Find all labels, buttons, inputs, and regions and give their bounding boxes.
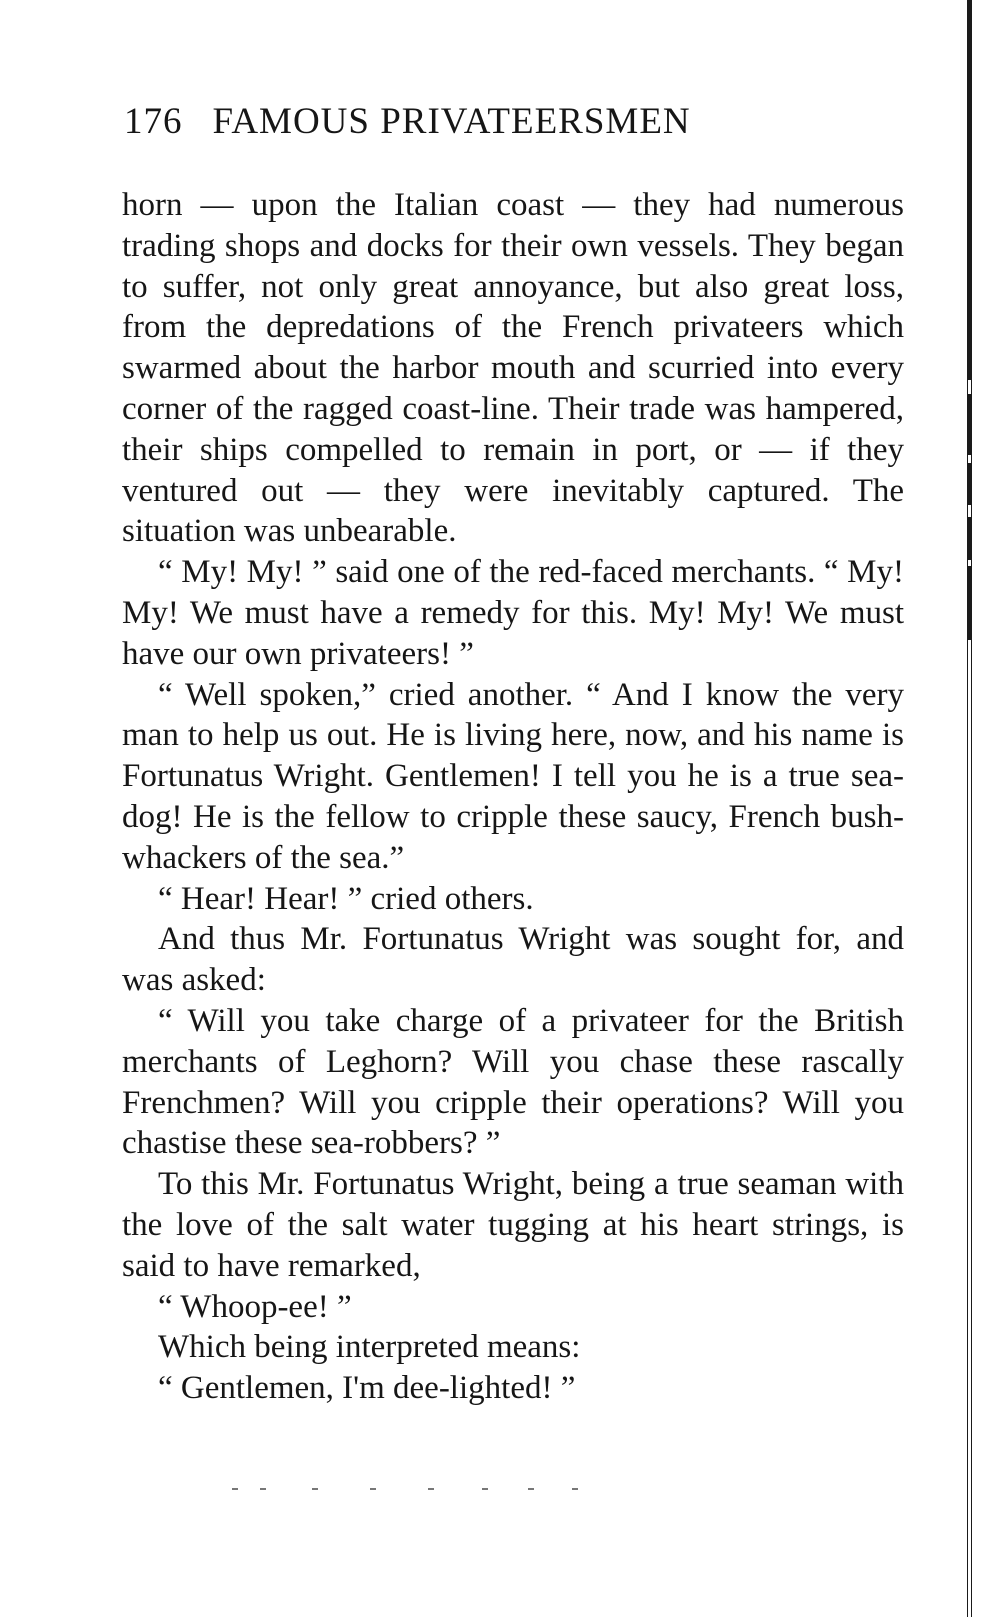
running-header (124, 98, 904, 146)
body-text (122, 185, 904, 1409)
page-edge-gap (968, 560, 971, 566)
page-edge-gap (968, 505, 971, 517)
paragraph-merchant-quote: “ My! My! ” said one of the red-faced merchants. “ My! My! We must have a remedy for this. My! My! We must have our own privateers! ” (122, 554, 904, 672)
page-number: 176 (124, 101, 183, 142)
paragraph-hear-hear: “ Hear! Hear! ” cried others. (158, 880, 534, 917)
paragraph-sought-for: And thus Mr. Fortunatus Wright was sought for, and was asked: (122, 921, 904, 999)
print-smudge (232, 1488, 592, 1492)
paragraph-remark: To this Mr. Fortunatus Wright, being a true seaman with the love of the salt water tugging at his heart strings, is said to have remarked, (122, 1166, 904, 1284)
paragraph-continuation: horn — upon the Italian coast — they had numerous trading shops and docks for their own vessels. They began to suffer, not only great annoyance, but also great loss, from the depredations of the French privateers which swarmed about the harbor mouth and scurried into every corner of the ragged coast-line. Their trade was hampered, their ships compelled to remain in port, or — if they ventured out — they were inevitably captured. The situation was unbearable. (122, 187, 904, 550)
paragraph-questions: “ Will you take charge of a privateer for the British merchants of Leghorn? Will you chase these rascally Frenchmen? Will you cripple their operations? Will you chastise these sea-robbers? ” (122, 1002, 904, 1162)
paragraph-interpreted: Which being interpreted means: (158, 1329, 581, 1366)
paragraph-whoop-ee: “ Whoop-ee! ” (158, 1288, 352, 1325)
page-edge-gap (968, 380, 971, 394)
page-edge-gap (968, 640, 971, 1617)
page-edge-gap (968, 455, 971, 463)
paragraph-well-spoken: “ Well spoken,” cried another. “ And I know the very man to help us out. He is living here, now, and his name is Fortunatus Wright. Gentlemen! I tell you he is a true sea-dog! He is the fellow to cripple these saucy, French bush-whackers of the sea.” (122, 676, 904, 876)
running-title: FAMOUS PRIVATEERSMEN (212, 101, 691, 142)
paragraph-delighted: “ Gentlemen, I'm dee-lighted! ” (158, 1370, 576, 1407)
